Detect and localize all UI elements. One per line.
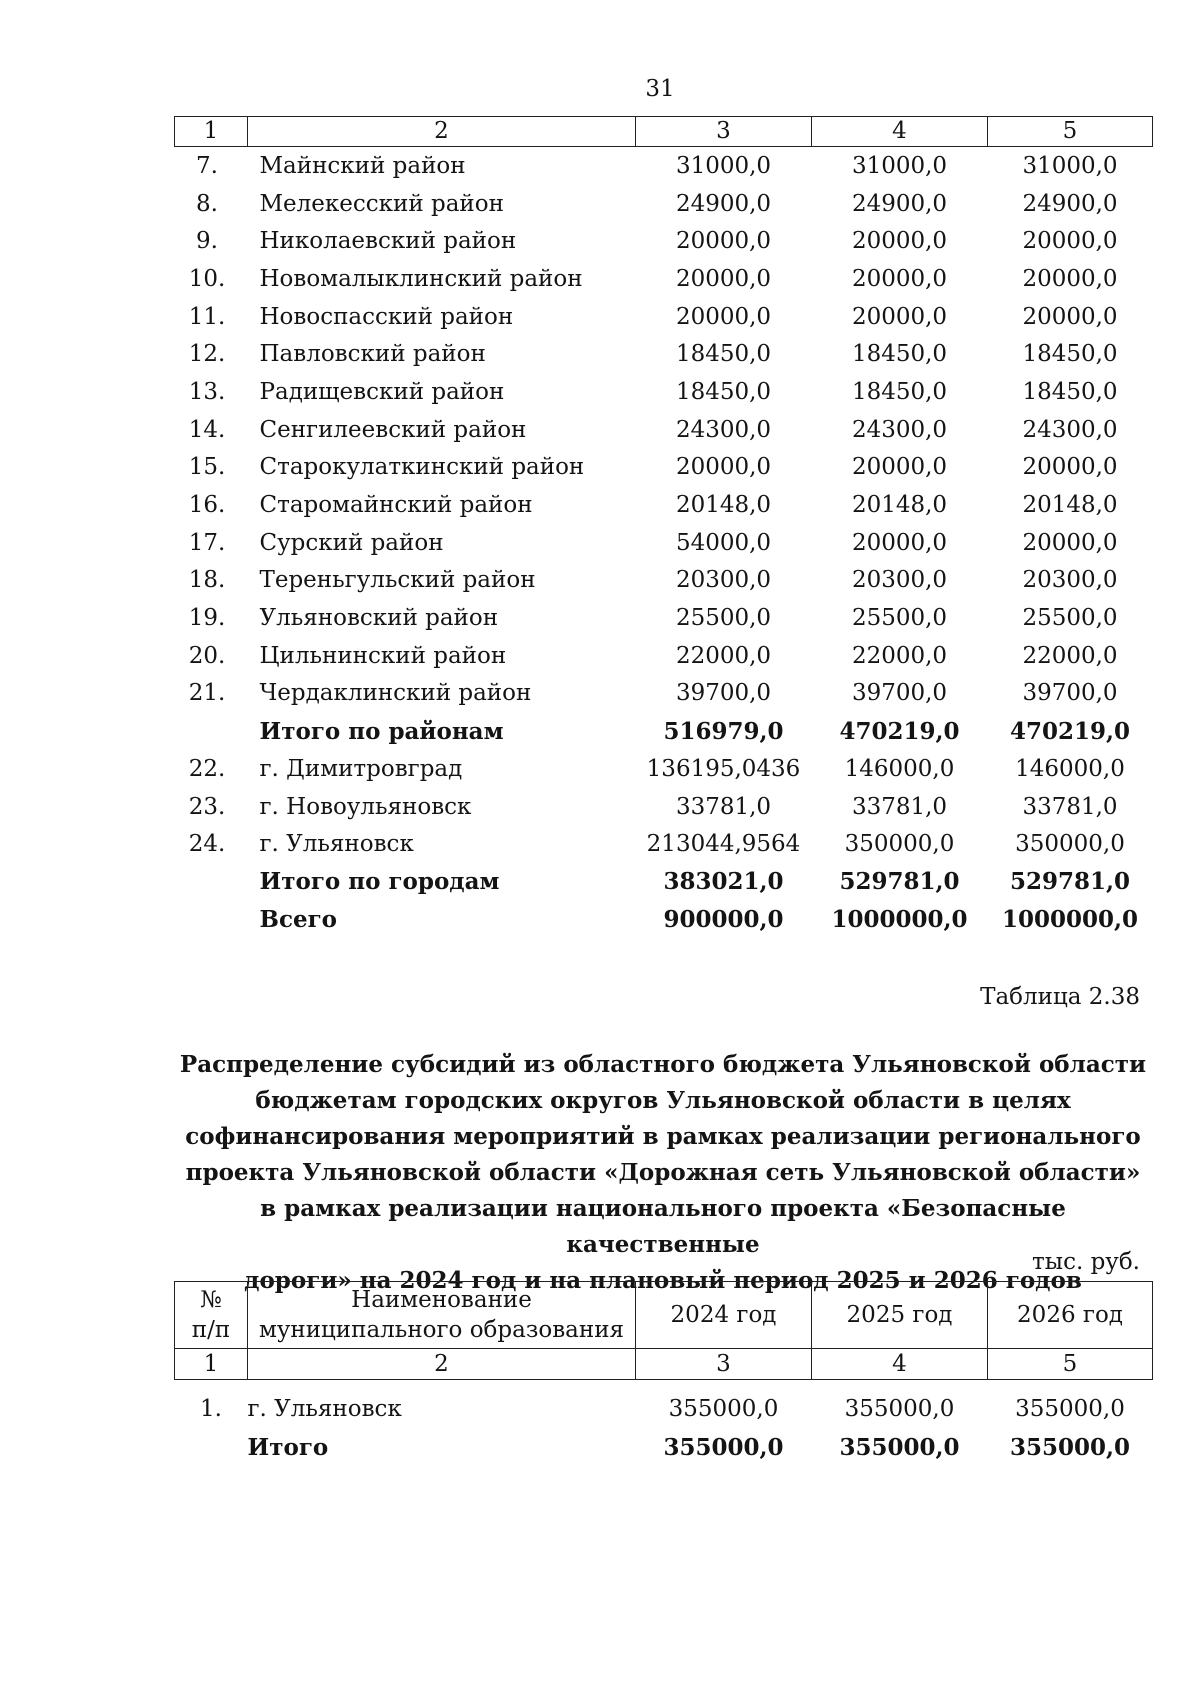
row-number <box>175 863 248 901</box>
row-number: 17. <box>188 529 226 556</box>
table-row <box>175 298 1153 336</box>
table-row <box>175 562 1153 600</box>
table-row <box>175 373 1153 411</box>
row-name: г. Новоульяновск <box>259 793 472 820</box>
row-name: г. Димитровград <box>259 755 463 782</box>
row-name: Павловский район <box>259 341 486 368</box>
row-value: 136195,0436 <box>646 755 801 782</box>
row-name: Всего <box>259 906 338 934</box>
table-row <box>175 335 1153 373</box>
row-value: 20000,0 <box>851 303 948 330</box>
row-number: 10. <box>188 265 226 292</box>
row-value: 20000,0 <box>851 228 948 255</box>
table-title <box>174 1047 1152 1299</box>
row-value: 470219,0 <box>1009 717 1131 745</box>
table-row <box>175 486 1153 524</box>
row-name: Радищевский район <box>259 378 505 405</box>
row-value: 20000,0 <box>1022 265 1118 292</box>
row-name: Итого <box>247 1433 329 1461</box>
column-index: 1 <box>175 117 248 147</box>
row-name: Старокулаткинский район <box>259 454 585 481</box>
header-year: 2025 год <box>812 1282 988 1349</box>
row-value: 20300,0 <box>1022 567 1118 594</box>
table-row <box>175 750 1153 788</box>
column-index: 5 <box>988 1349 1153 1380</box>
row-value: 355000,0 <box>663 1433 784 1461</box>
row-value: 31000,0 <box>675 152 772 179</box>
column-index: 1 <box>175 1349 248 1380</box>
row-value: 20000,0 <box>675 454 772 481</box>
table-row <box>175 260 1153 298</box>
row-value: 31000,0 <box>851 152 948 179</box>
row-value: 529781,0 <box>1009 868 1131 896</box>
row-number: 18. <box>188 567 226 594</box>
row-number: 19. <box>188 605 226 632</box>
row-name: Итого по городам <box>259 868 500 896</box>
header-number-line: п/п <box>191 1317 231 1343</box>
row-value: 470219,0 <box>839 717 960 745</box>
row-value: 20000,0 <box>675 228 772 255</box>
row-number: 20. <box>188 642 226 669</box>
table-row <box>175 1428 1153 1466</box>
column-index: 3 <box>636 117 812 147</box>
table-row <box>175 788 1153 826</box>
row-number <box>175 901 248 939</box>
table-row <box>175 222 1153 260</box>
table-row <box>175 185 1153 223</box>
row-value: 146000,0 <box>1015 755 1125 782</box>
title-line: Распределение субсидий из областного бюджета Ульяновской области <box>179 1051 1147 1078</box>
title-line: проекта Ульяновской области «Дорожная сеть Ульяновской области» <box>185 1159 1141 1186</box>
row-name: Майнский район <box>259 152 466 179</box>
row-value: 22000,0 <box>1022 642 1118 669</box>
table-label: Таблица 2.38 <box>980 984 1140 1010</box>
row-number <box>175 712 248 750</box>
table-row <box>175 449 1153 487</box>
row-value: 24300,0 <box>851 416 948 443</box>
row-value: 20000,0 <box>1022 454 1118 481</box>
row-number: 16. <box>188 492 226 519</box>
row-value: 54000,0 <box>675 529 772 556</box>
row-value: 39700,0 <box>675 680 772 707</box>
row-name: Ульяновский район <box>259 605 499 632</box>
row-value: 529781,0 <box>839 868 960 896</box>
table-row <box>175 863 1153 901</box>
row-value: 213044,9564 <box>646 831 801 858</box>
row-name: Сурский район <box>259 529 444 556</box>
table-row <box>175 411 1153 449</box>
row-value: 350000,0 <box>844 831 955 858</box>
table-row <box>175 599 1153 637</box>
row-value: 355000,0 <box>1015 1396 1125 1422</box>
row-name: Новоспасский район <box>259 303 514 330</box>
column-index-row <box>175 117 1153 147</box>
column-index: 5 <box>988 117 1153 147</box>
row-value: 20000,0 <box>1022 303 1118 330</box>
districts-table <box>174 116 1153 938</box>
table-row <box>175 524 1153 562</box>
row-value: 33781,0 <box>851 793 948 820</box>
row-value: 22000,0 <box>675 642 772 669</box>
row-value: 350000,0 <box>1015 831 1125 858</box>
row-name: Мелекесский район <box>259 190 504 217</box>
row-value: 20300,0 <box>851 567 948 594</box>
row-value: 355000,0 <box>668 1396 779 1422</box>
row-value: 20300,0 <box>675 567 772 594</box>
header-year: 2026 год <box>988 1282 1153 1349</box>
row-number: 13. <box>188 378 226 405</box>
row-value: 1000000,0 <box>831 906 968 934</box>
row-number <box>175 1428 248 1466</box>
row-name: Николаевский район <box>259 228 517 255</box>
row-value: 24300,0 <box>675 416 772 443</box>
row-name: Старомайнский район <box>259 492 533 519</box>
row-value: 20000,0 <box>851 454 948 481</box>
title-line: в рамках реализации национального проекта «Безопасные качественные <box>260 1195 1066 1258</box>
row-number: 11. <box>188 303 226 330</box>
row-value: 31000,0 <box>1022 152 1118 179</box>
row-value: 146000,0 <box>844 755 955 782</box>
row-number: 8. <box>196 190 218 217</box>
row-number: 9. <box>196 228 218 255</box>
row-value: 900000,0 <box>663 906 784 934</box>
row-value: 39700,0 <box>1022 680 1118 707</box>
row-number: 23. <box>188 793 226 820</box>
row-value: 20000,0 <box>1022 228 1118 255</box>
row-value: 18450,0 <box>851 341 948 368</box>
row-number: 24. <box>188 831 226 858</box>
row-value: 18450,0 <box>851 378 948 405</box>
row-value: 33781,0 <box>675 793 772 820</box>
row-value: 24900,0 <box>1022 190 1118 217</box>
row-name: Новомалыклинский район <box>259 265 583 292</box>
row-value: 20000,0 <box>675 265 772 292</box>
row-value: 20000,0 <box>851 265 948 292</box>
title-line: дороги» на 2024 год и на плановый период 2025 и 2026 годов <box>244 1267 1082 1294</box>
row-number: 7. <box>196 152 218 179</box>
header-number-line: № <box>200 1287 222 1313</box>
row-value: 20148,0 <box>1022 492 1118 519</box>
row-name: Сенгилеевский район <box>259 416 527 443</box>
unit-label: тыс. руб. <box>1032 1249 1140 1275</box>
column-index: 2 <box>248 1349 636 1380</box>
row-value: 20000,0 <box>1022 529 1118 556</box>
row-name: Тереньгульский район <box>259 567 536 594</box>
header-year: 2024 год <box>636 1282 812 1349</box>
row-value: 18450,0 <box>675 341 772 368</box>
column-index-row <box>175 1349 1153 1380</box>
subsidy-table <box>174 1281 1153 1466</box>
row-value: 383021,0 <box>663 868 784 896</box>
table-row <box>175 712 1153 750</box>
row-value: 24900,0 <box>851 190 948 217</box>
row-number: 14. <box>188 416 226 443</box>
row-value: 33781,0 <box>1022 793 1118 820</box>
title-line: бюджетам городских округов Ульяновской области в целях <box>255 1087 1071 1114</box>
row-value: 20000,0 <box>675 303 772 330</box>
table-row <box>175 825 1153 863</box>
row-value: 20148,0 <box>675 492 772 519</box>
column-index: 4 <box>812 1349 988 1380</box>
row-number: 12. <box>188 341 226 368</box>
header-number <box>175 1282 248 1349</box>
row-value: 24300,0 <box>1022 416 1118 443</box>
row-value: 1000000,0 <box>1001 906 1139 934</box>
row-name: г. Ульяновск <box>259 831 414 858</box>
row-number: 21. <box>188 680 226 707</box>
table-row <box>175 675 1153 713</box>
row-number: 15. <box>188 454 226 481</box>
row-value: 20148,0 <box>851 492 948 519</box>
header-row <box>175 1282 1153 1349</box>
row-value: 18450,0 <box>675 378 772 405</box>
page-number: 31 <box>645 76 675 102</box>
column-index: 3 <box>636 1349 812 1380</box>
row-value: 24900,0 <box>675 190 772 217</box>
row-name: Цильнинский район <box>259 642 507 669</box>
row-value: 25500,0 <box>675 605 772 632</box>
table-row <box>175 147 1153 185</box>
row-name: Итого по районам <box>259 717 504 745</box>
row-value: 20000,0 <box>851 529 948 556</box>
row-name: г. Ульяновск <box>247 1396 402 1422</box>
header-name-line: Наименование <box>351 1287 532 1313</box>
row-value: 355000,0 <box>839 1433 960 1461</box>
row-value: 355000,0 <box>1009 1433 1131 1461</box>
table-row <box>175 901 1153 939</box>
row-number: 22. <box>188 755 226 782</box>
row-value: 18450,0 <box>1022 378 1118 405</box>
row-value: 355000,0 <box>844 1396 955 1422</box>
row-value: 22000,0 <box>851 642 948 669</box>
row-name: Чердаклинский район <box>259 680 532 707</box>
header-name <box>248 1282 636 1349</box>
title-line: софинансирования мероприятий в рамках реализации регионального <box>185 1123 1141 1150</box>
row-value: 18450,0 <box>1022 341 1118 368</box>
row-value: 25500,0 <box>1022 605 1118 632</box>
row-value: 25500,0 <box>851 605 948 632</box>
row-value: 516979,0 <box>663 717 784 745</box>
table-row <box>175 1380 1153 1429</box>
table-row <box>175 637 1153 675</box>
row-value: 39700,0 <box>851 680 948 707</box>
column-index: 4 <box>812 117 988 147</box>
header-name-line: муниципального образования <box>258 1317 625 1343</box>
row-number: 1. <box>200 1396 222 1422</box>
column-index: 2 <box>248 117 636 147</box>
